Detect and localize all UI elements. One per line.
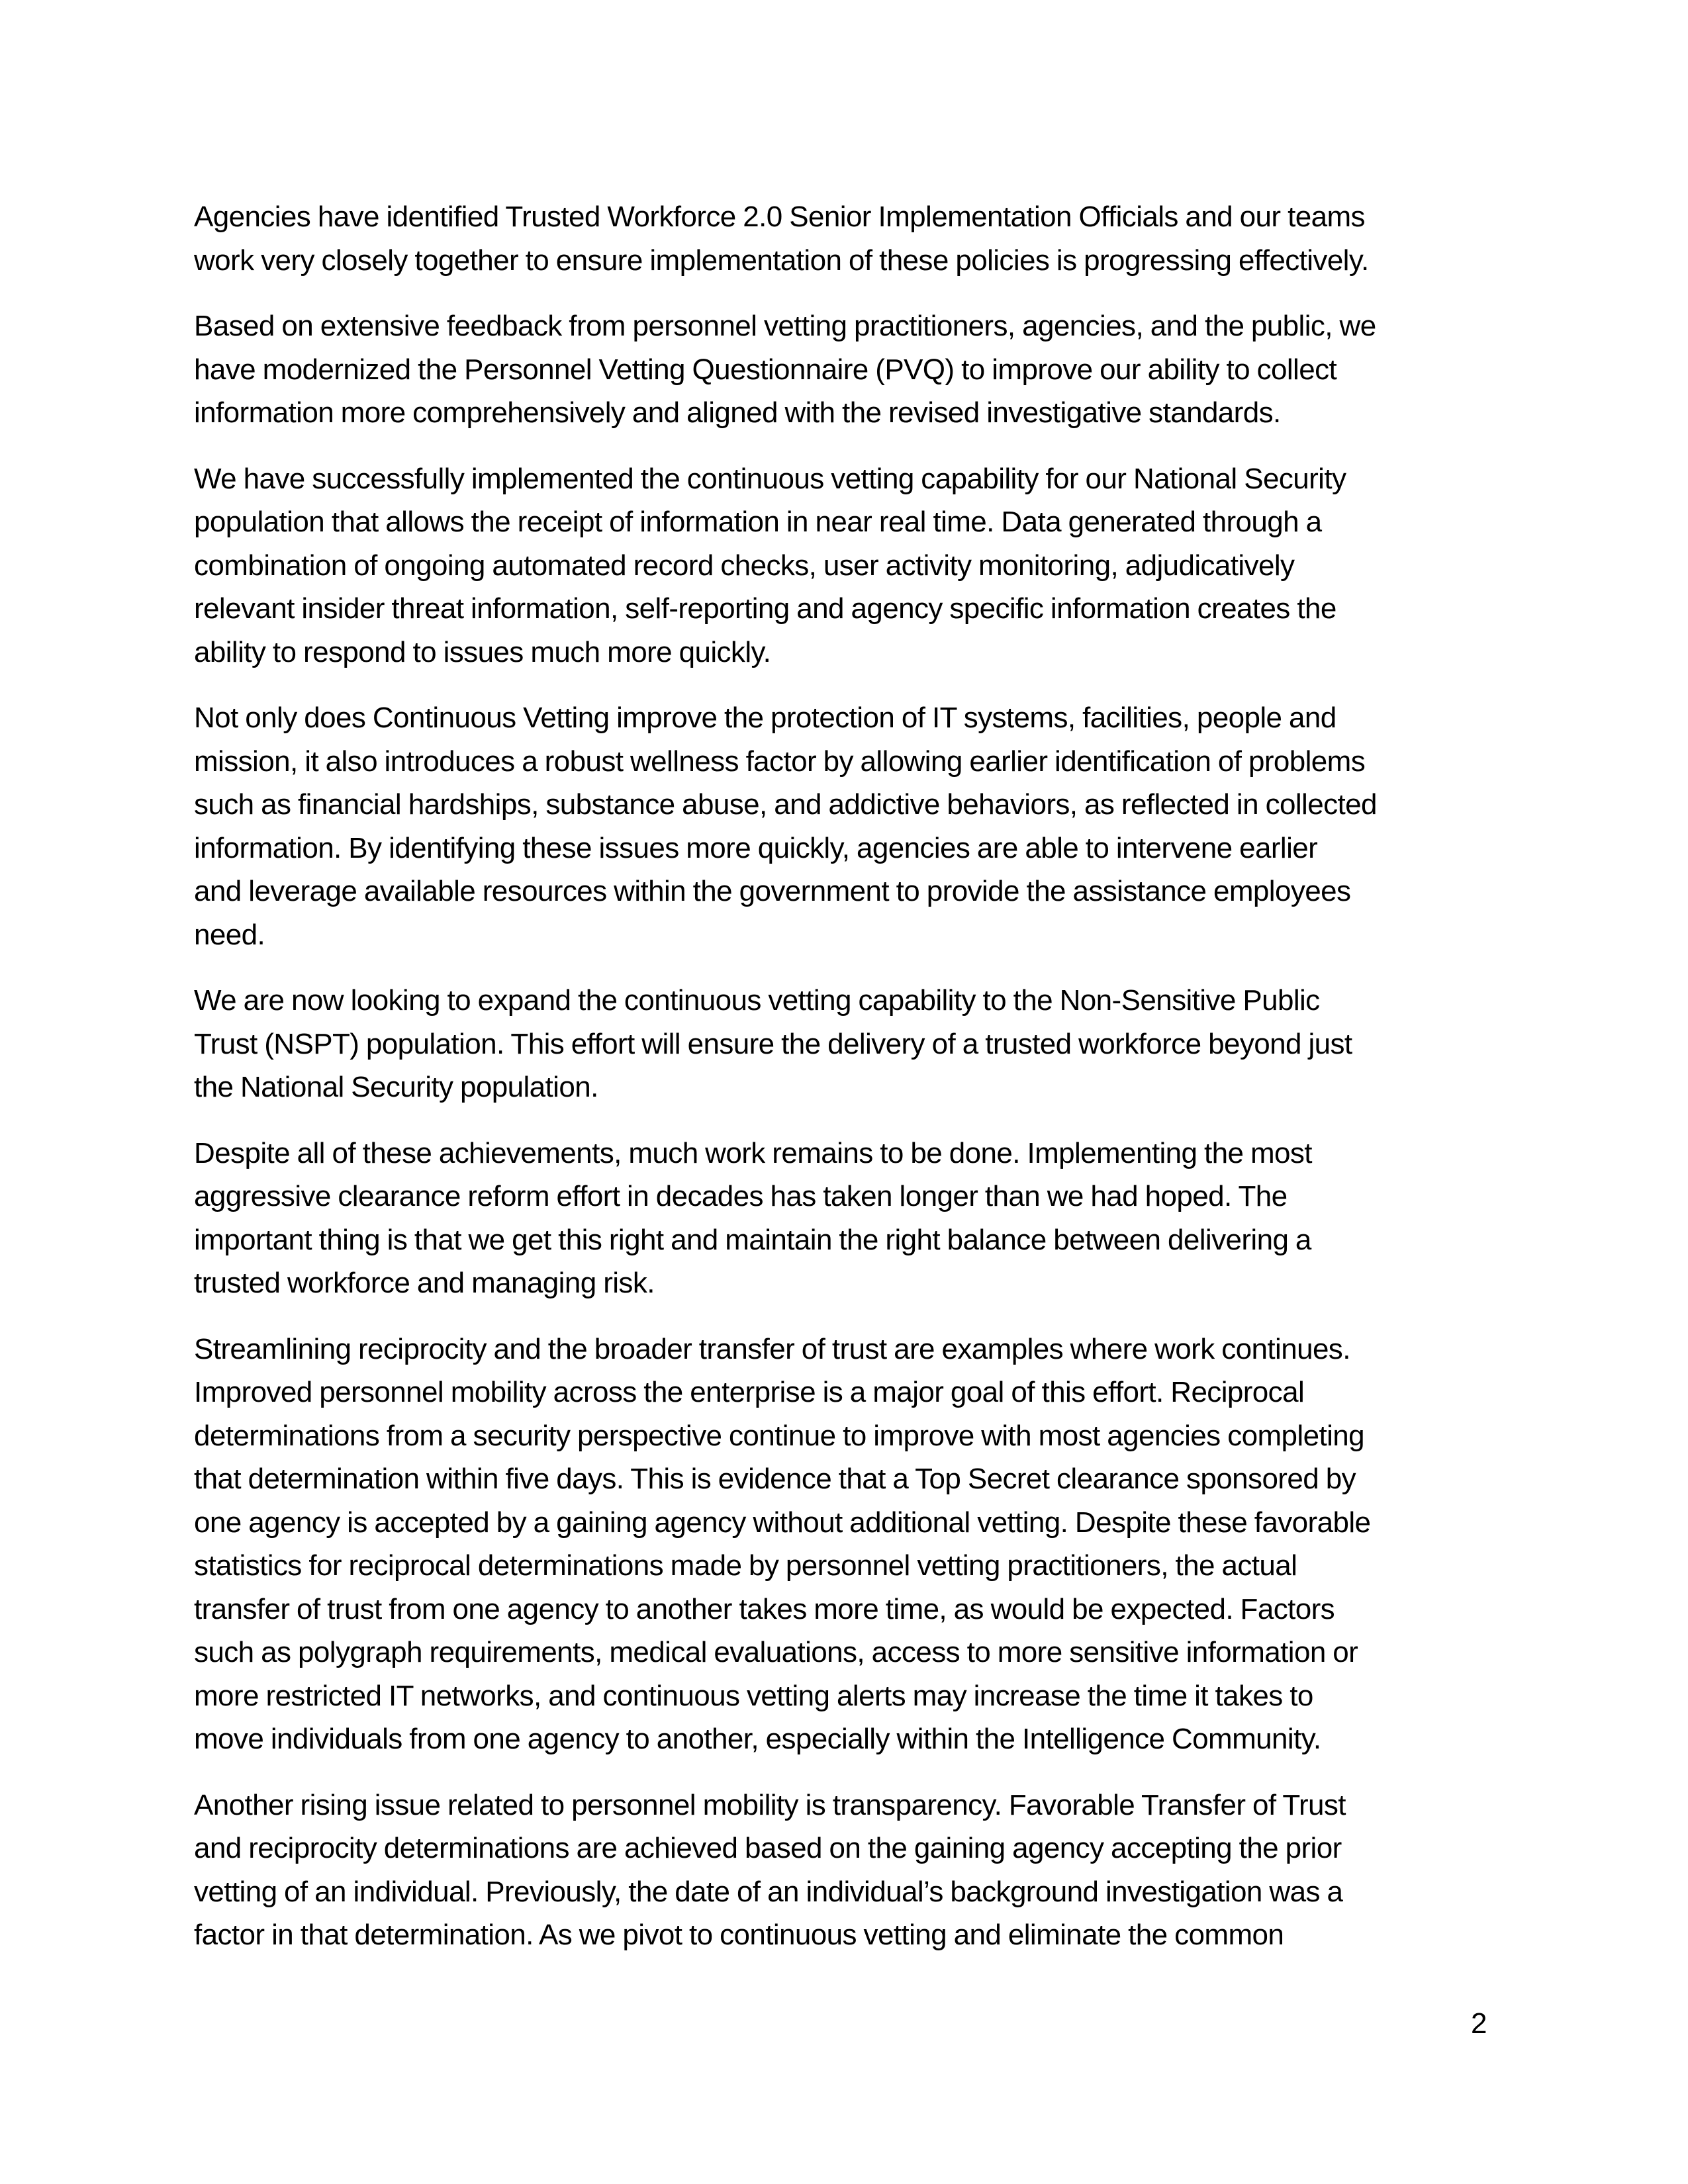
text-line: population that allows the receipt of information in near real time. Data generated through a — [194, 506, 1322, 538]
paragraph-reciprocity — [194, 1328, 1498, 1761]
text-line: Not only does Continuous Vetting improve the protection of IT systems, facilities, people and — [194, 702, 1336, 734]
text-line: and leverage available resources within the government to provide the assistance employees — [194, 875, 1351, 907]
body-text — [194, 195, 1498, 1979]
text-line: mission, it also introduces a robust wellness factor by allowing earlier identification of problems — [194, 745, 1366, 778]
text-line: and reciprocity determinations are achieved based on the gaining agency accepting the prior — [194, 1832, 1342, 1864]
text-line: statistics for reciprocal determinations made by personnel vetting practitioners, the actual — [194, 1549, 1297, 1582]
page-number: 2 — [1471, 2007, 1487, 2040]
paragraph-wellness — [194, 696, 1498, 956]
text-line: We are now looking to expand the continuous vetting capability to the Non-Sensitive Public — [194, 984, 1320, 1017]
text-line: ability to respond to issues much more quickly. — [194, 635, 771, 668]
text-line: Improved personnel mobility across the enterprise is a major goal of this effort. Reciprocal — [194, 1376, 1305, 1408]
text-line: that determination within five days. This is evidence that a Top Secret clearance sponsored by — [194, 1463, 1356, 1495]
text-line: one agency is accepted by a gaining agency without additional vetting. Despite these favorable — [194, 1506, 1371, 1539]
text-line: have modernized the Personnel Vetting Questionnaire (PVQ) to improve our ability to collect — [194, 353, 1337, 386]
text-line: Agencies have identified Trusted Workforce 2.0 Senior Implementation Officials and our teams — [194, 201, 1365, 233]
text-line: Trust (NSPT) population. This effort will ensure the delivery of a trusted workforce beyond just — [194, 1027, 1352, 1060]
text-line: determinations from a security perspective continue to improve with most agencies completing — [194, 1419, 1364, 1452]
text-line: Streamlining reciprocity and the broader transfer of trust are examples where work continues. — [194, 1332, 1350, 1365]
text-line: aggressive clearance reform effort in decades has taken longer than we had hoped. The — [194, 1180, 1288, 1212]
text-line: work very closely together to ensure implementation of these policies is progressing effectively. — [194, 244, 1369, 277]
text-line: relevant insider threat information, self-reporting and agency specific information creates the — [194, 592, 1336, 625]
text-line: Another rising issue related to personnel mobility is transparency. Favorable Transfer of Trust — [194, 1788, 1346, 1821]
text-line: such as financial hardships, substance abuse, and addictive behaviors, as reflected in collected — [194, 788, 1377, 821]
text-line: Despite all of these achievements, much work remains to be done. Implementing the most — [194, 1136, 1312, 1169]
paragraph-pvq — [194, 304, 1498, 435]
text-line: such as polygraph requirements, medical evaluations, access to more sensitive information or — [194, 1636, 1358, 1668]
text-line: trusted workforce and managing risk. — [194, 1267, 655, 1299]
paragraph-transparency — [194, 1784, 1498, 1957]
text-line: more restricted IT networks, and continuous vetting alerts may increase the time it takes to — [194, 1679, 1313, 1712]
text-line: need. — [194, 918, 265, 951]
text-line: move individuals from one agency to another, especially within the Intelligence Community. — [194, 1723, 1321, 1755]
text-line: the National Security population. — [194, 1071, 598, 1103]
paragraph-nspt — [194, 979, 1498, 1109]
paragraph-remaining-work — [194, 1132, 1498, 1305]
paragraph-implementation-officials — [194, 195, 1498, 282]
text-line: important thing is that we get this right and maintain the right balance between delivering a — [194, 1223, 1311, 1256]
paragraph-continuous-vetting — [194, 457, 1498, 674]
text-line: transfer of trust from one agency to another takes more time, as would be expected. Factors — [194, 1592, 1335, 1625]
text-line: We have successfully implemented the continuous vetting capability for our National Security — [194, 462, 1346, 495]
text-line: information more comprehensively and aligned with the revised investigative standards. — [194, 396, 1281, 429]
text-line: vetting of an individual. Previously, the date of an individual’s background investigation was a — [194, 1875, 1343, 1908]
text-line: information. By identifying these issues more quickly, agencies are able to intervene earlier — [194, 831, 1318, 864]
text-line: combination of ongoing automated record checks, user activity monitoring, adjudicatively — [194, 549, 1295, 582]
text-line: factor in that determination. As we pivot to continuous vetting and eliminate the common — [194, 1919, 1284, 1951]
text-line: Based on extensive feedback from personnel vetting practitioners, agencies, and the public, we — [194, 310, 1376, 342]
